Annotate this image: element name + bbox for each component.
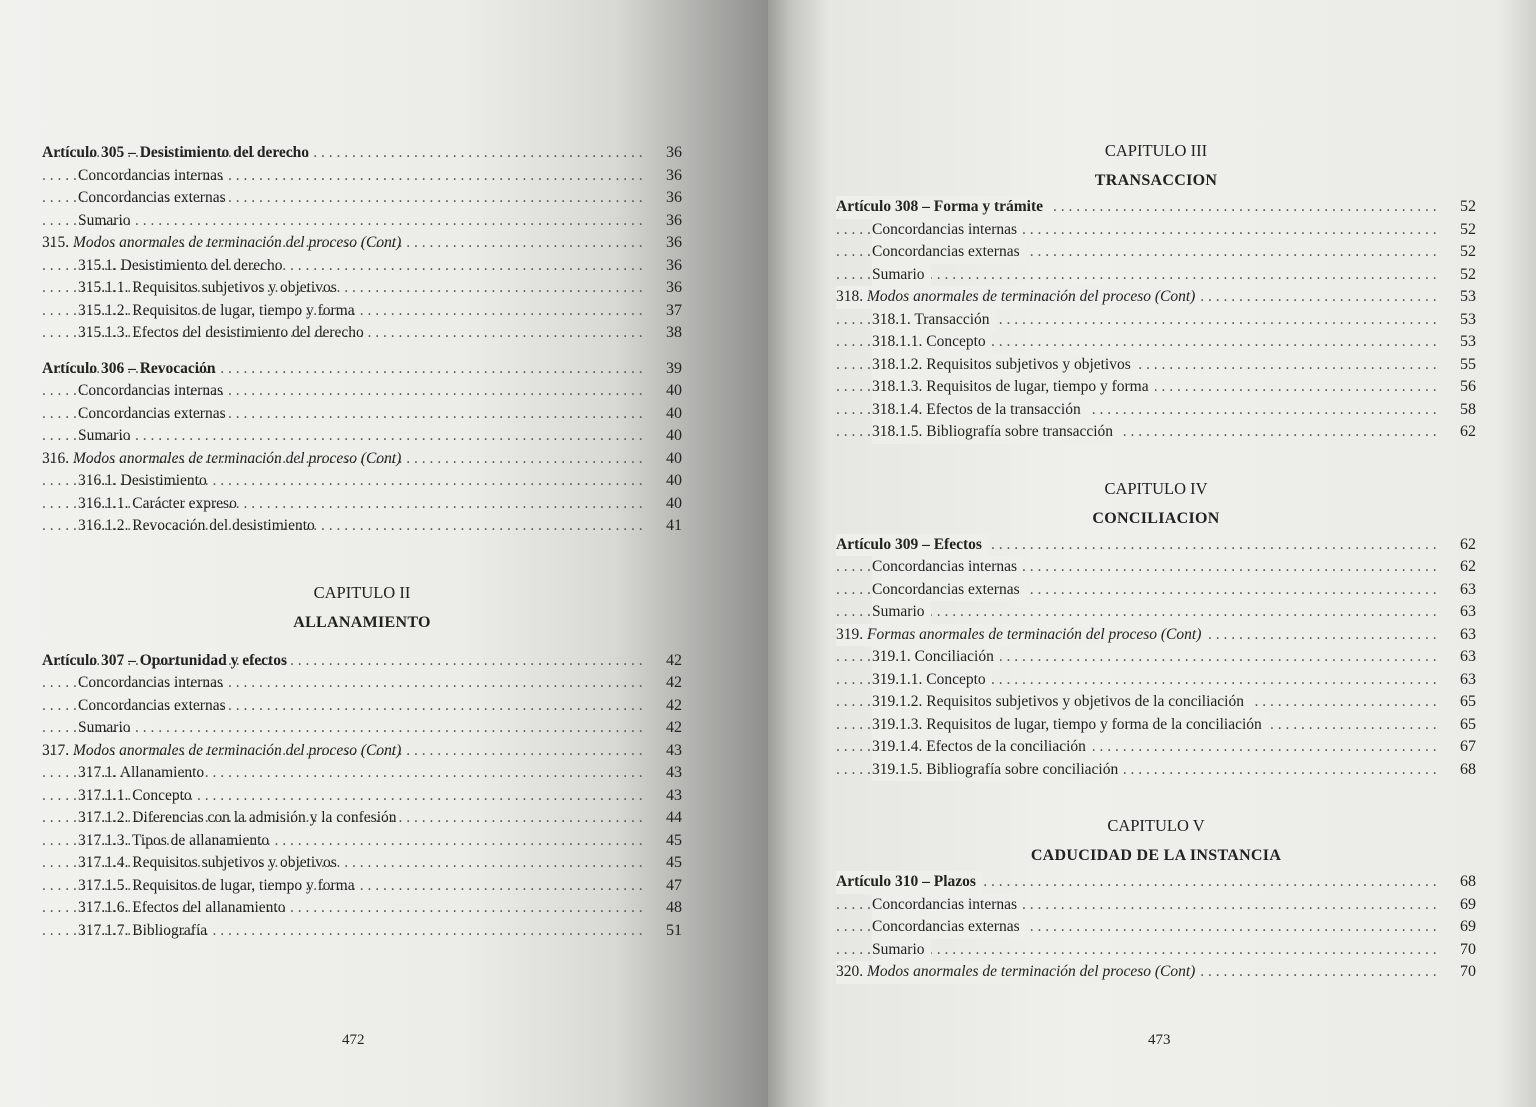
entry-page: 40 bbox=[666, 382, 682, 399]
toc-article-entry bbox=[836, 534, 1476, 557]
toc-subentry bbox=[836, 691, 1476, 714]
entry-label: Artículo 308 – Forma y trámite bbox=[836, 196, 1049, 219]
entry-page: 51 bbox=[666, 921, 682, 939]
toc-subentry bbox=[836, 736, 1476, 759]
toc-subentry bbox=[42, 255, 682, 278]
chapter-title: CONCILIACION bbox=[1092, 509, 1220, 527]
entry-label: Artículo 306 – Revocación bbox=[42, 359, 216, 377]
entry-label bbox=[42, 232, 407, 255]
toc-block bbox=[836, 534, 1476, 782]
entry-label: Concordancias internas bbox=[872, 556, 1023, 579]
section-number: 315. bbox=[42, 234, 70, 251]
toc-subentry bbox=[836, 894, 1476, 917]
toc-subentry bbox=[42, 403, 682, 426]
entry-label: 318.1. Transacción bbox=[872, 309, 996, 332]
entry-page: 47 bbox=[666, 876, 682, 894]
entry-label: 319.1. Conciliación bbox=[872, 646, 1000, 669]
entry-page: 39 bbox=[666, 359, 682, 377]
entry-page: 55 bbox=[1460, 355, 1476, 373]
entry-label: Sumario bbox=[872, 601, 931, 624]
entry-page: 40 bbox=[666, 427, 682, 444]
page-number: 472 bbox=[342, 1032, 365, 1048]
entry-label: 315.1. Desistimiento del derecho bbox=[78, 256, 283, 274]
toc-subentry bbox=[836, 241, 1476, 264]
entry-label: 318.1.5. Bibliografía sobre transacción bbox=[872, 421, 1119, 444]
entry-label: Concordancias externas bbox=[872, 241, 1026, 264]
entry-page: 53 bbox=[1460, 310, 1476, 328]
toc-subentry bbox=[836, 556, 1476, 579]
entry-page: 40 bbox=[666, 494, 682, 512]
section-number: 318. bbox=[836, 288, 864, 305]
entry-page: 63 bbox=[1460, 580, 1476, 598]
entry-label: 317.1.4. Requisitos subjetivos y objetivos bbox=[78, 854, 337, 871]
entry-label: Artículo 305 – Desistimiento del derecho bbox=[42, 144, 310, 161]
entry-page: 63 bbox=[1460, 648, 1476, 665]
entry-label: Sumario bbox=[78, 427, 131, 444]
toc-subentry bbox=[42, 830, 682, 853]
section-title: Modos anormales de terminación del proceso (Cont) bbox=[73, 449, 402, 467]
toc-subentry bbox=[836, 646, 1476, 669]
toc-subentry bbox=[42, 762, 682, 785]
toc-block bbox=[836, 196, 1476, 444]
toc-subentry bbox=[42, 277, 682, 300]
entry-label: Sumario bbox=[872, 264, 931, 287]
entry-page: 42 bbox=[666, 696, 682, 714]
entry-page: 40 bbox=[666, 404, 682, 422]
chapter-title: ALLANAMIENTO bbox=[293, 613, 431, 631]
toc-article-entry bbox=[42, 650, 682, 673]
toc-subentry bbox=[42, 165, 682, 188]
entry-page: 56 bbox=[1460, 378, 1476, 395]
toc-subentry bbox=[42, 672, 682, 695]
entry-label bbox=[836, 286, 1201, 309]
toc-subentry bbox=[836, 714, 1476, 737]
entry-page: 41 bbox=[666, 517, 682, 534]
toc-subentry bbox=[836, 399, 1476, 422]
entry-label bbox=[42, 448, 407, 471]
entry-label: 316.1.2. Revocación del desistimiento bbox=[78, 517, 315, 534]
entry-label: Artículo 309 – Efectos bbox=[836, 534, 988, 557]
entry-label: 319.1.1. Concepto bbox=[872, 669, 992, 692]
entry-page: 65 bbox=[1460, 693, 1476, 710]
entry-page: 42 bbox=[666, 719, 682, 736]
toc-section-entry bbox=[836, 961, 1476, 984]
toc-subentry bbox=[42, 515, 682, 538]
entry-label: Concordancias internas bbox=[78, 382, 224, 399]
entry-label: 319.1.3. Requisitos de lugar, tiempo y forma de la conciliación bbox=[872, 714, 1268, 737]
toc-section-entry bbox=[836, 286, 1476, 309]
entry-page: 40 bbox=[666, 449, 682, 467]
section-number: 320. bbox=[836, 963, 864, 980]
section-title: Modos anormales de terminación del proceso (Cont) bbox=[867, 288, 1196, 305]
entry-label: Concordancias internas bbox=[872, 894, 1023, 917]
entry-page: 52 bbox=[1460, 198, 1476, 215]
entry-label: Concordancias internas bbox=[78, 166, 224, 184]
entry-page: 48 bbox=[666, 899, 682, 916]
entry-label: 317.1.5. Requisitos de lugar, tiempo y forma bbox=[78, 876, 355, 894]
toc-block bbox=[836, 871, 1476, 984]
entry-page: 70 bbox=[1460, 963, 1476, 980]
chapter-heading: CAPITULO III bbox=[1104, 141, 1208, 160]
toc-subentry bbox=[836, 331, 1476, 354]
entry-page: 67 bbox=[1460, 738, 1476, 755]
entry-page: 36 bbox=[666, 166, 682, 184]
entry-page: 63 bbox=[1460, 625, 1476, 643]
section-title: Formas anormales de terminación del proceso (Cont) bbox=[867, 625, 1202, 643]
toc-subentry bbox=[42, 380, 682, 403]
entry-label bbox=[836, 624, 1207, 647]
entry-page: 38 bbox=[666, 324, 682, 341]
entry-label: Concordancias internas bbox=[872, 219, 1023, 242]
entry-page: 63 bbox=[1460, 603, 1476, 620]
chapter-title: CADUCIDAD DE LA INSTANCIA bbox=[1030, 847, 1282, 864]
entry-page: 62 bbox=[1460, 423, 1476, 440]
entry-label: 319.1.5. Bibliografía sobre conciliación bbox=[872, 759, 1124, 782]
entry-label: 318.1.3. Requisitos de lugar, tiempo y forma bbox=[872, 376, 1155, 399]
entry-label: 317.1.2. Diferencias con la admisión y la confesión bbox=[78, 809, 397, 826]
entry-label: 315.1.2. Requisitos de lugar, tiempo y forma bbox=[78, 301, 355, 319]
entry-page: 40 bbox=[666, 472, 682, 489]
entry-page: 68 bbox=[1460, 873, 1476, 890]
entry-page: 70 bbox=[1460, 940, 1476, 958]
toc-subentry bbox=[836, 376, 1476, 399]
toc-block bbox=[42, 650, 682, 943]
section-title: Modos anormales de terminación del proceso (Cont) bbox=[867, 963, 1196, 980]
toc-section-entry bbox=[42, 232, 682, 255]
entry-label: Sumario bbox=[78, 211, 131, 229]
entry-label: 317.1.1. Concepto bbox=[78, 786, 192, 804]
entry-page: 58 bbox=[1460, 400, 1476, 418]
entry-page: 36 bbox=[666, 189, 682, 206]
toc-subentry bbox=[42, 695, 682, 718]
toc-subentry bbox=[836, 219, 1476, 242]
entry-page: 42 bbox=[666, 674, 682, 691]
page-number: 473 bbox=[1148, 1032, 1171, 1048]
entry-label: Sumario bbox=[78, 719, 131, 736]
entry-page: 36 bbox=[666, 144, 682, 161]
entry-page: 42 bbox=[666, 651, 682, 669]
entry-page: 36 bbox=[666, 234, 682, 251]
entry-page: 45 bbox=[666, 831, 682, 849]
section-number: 317. bbox=[42, 741, 70, 759]
entry-page: 62 bbox=[1460, 558, 1476, 575]
entry-page: 63 bbox=[1460, 670, 1476, 688]
entry-page: 69 bbox=[1460, 895, 1476, 913]
toc-subentry bbox=[836, 939, 1476, 962]
toc-subentry bbox=[836, 309, 1476, 332]
entry-label: Concordancias externas bbox=[872, 916, 1026, 939]
entry-page: 52 bbox=[1460, 243, 1476, 260]
entry-label: 316.1.1. Carácter expreso bbox=[78, 494, 237, 512]
toc-subentry bbox=[836, 669, 1476, 692]
toc-subentry bbox=[42, 187, 682, 210]
toc-article-entry bbox=[42, 358, 682, 381]
entry-page: 52 bbox=[1460, 265, 1476, 283]
toc-subentry bbox=[836, 916, 1476, 939]
toc-subentry bbox=[836, 421, 1476, 444]
entry-page: 65 bbox=[1460, 715, 1476, 733]
entry-page: 62 bbox=[1460, 535, 1476, 553]
chapter-heading: CAPITULO IV bbox=[1104, 478, 1208, 498]
entry-page: 36 bbox=[666, 279, 682, 296]
toc-subentry bbox=[42, 875, 682, 898]
entry-page: 53 bbox=[1460, 333, 1476, 350]
entry-label: 319.1.2. Requisitos subjetivos y objetivos de la conciliación bbox=[872, 691, 1250, 714]
entry-page: 36 bbox=[666, 256, 682, 274]
entry-label: 317.1.7. Bibliografía bbox=[78, 921, 208, 939]
entry-label bbox=[42, 740, 407, 763]
entry-page: 69 bbox=[1460, 918, 1476, 935]
section-number: 316. bbox=[42, 449, 70, 467]
entry-label: Concordancias externas bbox=[78, 696, 226, 714]
toc-subentry bbox=[836, 759, 1476, 782]
toc-section-entry bbox=[42, 740, 682, 763]
entry-label: Concordancias externas bbox=[78, 189, 226, 206]
entry-page: 43 bbox=[666, 764, 682, 781]
toc-subentry bbox=[42, 920, 682, 943]
toc-subentry bbox=[836, 601, 1476, 624]
chapter-heading: CAPITULO II bbox=[313, 582, 411, 602]
toc-subentry bbox=[42, 493, 682, 516]
chapter-title: TRANSACCION bbox=[1094, 172, 1218, 189]
entry-label bbox=[836, 961, 1201, 984]
toc-block bbox=[42, 142, 682, 345]
toc-subentry bbox=[42, 300, 682, 323]
entry-label: 316.1. Desistimiento bbox=[78, 472, 207, 489]
entry-page: 37 bbox=[666, 301, 682, 319]
entry-label: Sumario bbox=[872, 939, 931, 962]
entry-label: Artículo 307 – Oportunidad y efectos bbox=[42, 651, 287, 669]
entry-label: 317.1.3. Tipos de allanamiento bbox=[78, 831, 270, 849]
left-toc bbox=[42, 142, 682, 942]
entry-label: 317.1. Allanamiento bbox=[78, 764, 205, 781]
toc-article-entry bbox=[836, 196, 1476, 219]
toc-subentry bbox=[42, 785, 682, 808]
entry-page: 53 bbox=[1460, 288, 1476, 305]
entry-label: Concordancias externas bbox=[872, 579, 1026, 602]
entry-label: 318.1.4. Efectos de la transacción bbox=[872, 399, 1087, 422]
toc-article-entry bbox=[836, 871, 1476, 894]
entry-page: 36 bbox=[666, 211, 682, 229]
toc-subentry bbox=[836, 354, 1476, 377]
entry-page: 44 bbox=[666, 809, 682, 826]
right-toc bbox=[836, 136, 1476, 984]
toc-subentry bbox=[836, 264, 1476, 287]
entry-label: 317.1.6. Efectos del allanamiento bbox=[78, 899, 286, 916]
toc-subentry bbox=[836, 579, 1476, 602]
toc-subentry bbox=[42, 322, 682, 345]
section-title: Modos anormales de terminación del proceso (Cont) bbox=[73, 234, 402, 251]
entry-page: 43 bbox=[666, 741, 682, 759]
entry-label: Concordancias internas bbox=[78, 674, 224, 691]
toc-section-entry bbox=[836, 624, 1476, 647]
entry-page: 68 bbox=[1460, 760, 1476, 778]
toc-section-entry bbox=[42, 448, 682, 471]
entry-page: 43 bbox=[666, 786, 682, 804]
toc-article-entry bbox=[42, 142, 682, 165]
entry-page: 52 bbox=[1460, 220, 1476, 238]
toc-subentry bbox=[42, 807, 682, 830]
entry-page: 45 bbox=[666, 854, 682, 871]
toc-subentry bbox=[42, 897, 682, 920]
entry-label: Artículo 310 – Plazos bbox=[836, 871, 982, 894]
chapter-heading: CAPITULO V bbox=[1107, 816, 1205, 835]
entry-label: Concordancias externas bbox=[78, 404, 226, 422]
toc-subentry bbox=[42, 717, 682, 740]
entry-label: 315.1.1. Requisitos subjetivos y objetivos bbox=[78, 279, 337, 296]
toc-subentry bbox=[42, 210, 682, 233]
toc-subentry bbox=[42, 470, 682, 493]
section-number: 319. bbox=[836, 625, 864, 643]
entry-label: 319.1.4. Efectos de la conciliación bbox=[872, 736, 1092, 759]
section-title: Modos anormales de terminación del proceso (Cont) bbox=[73, 741, 402, 759]
toc-block bbox=[42, 358, 682, 538]
toc-subentry bbox=[42, 425, 682, 448]
entry-label: 318.1.1. Concepto bbox=[872, 331, 992, 354]
entry-label: 315.1.3. Efectos del desistimiento del derecho bbox=[78, 324, 364, 341]
entry-label: 318.1.2. Requisitos subjetivos y objetivos bbox=[872, 354, 1137, 377]
toc-subentry bbox=[42, 852, 682, 875]
